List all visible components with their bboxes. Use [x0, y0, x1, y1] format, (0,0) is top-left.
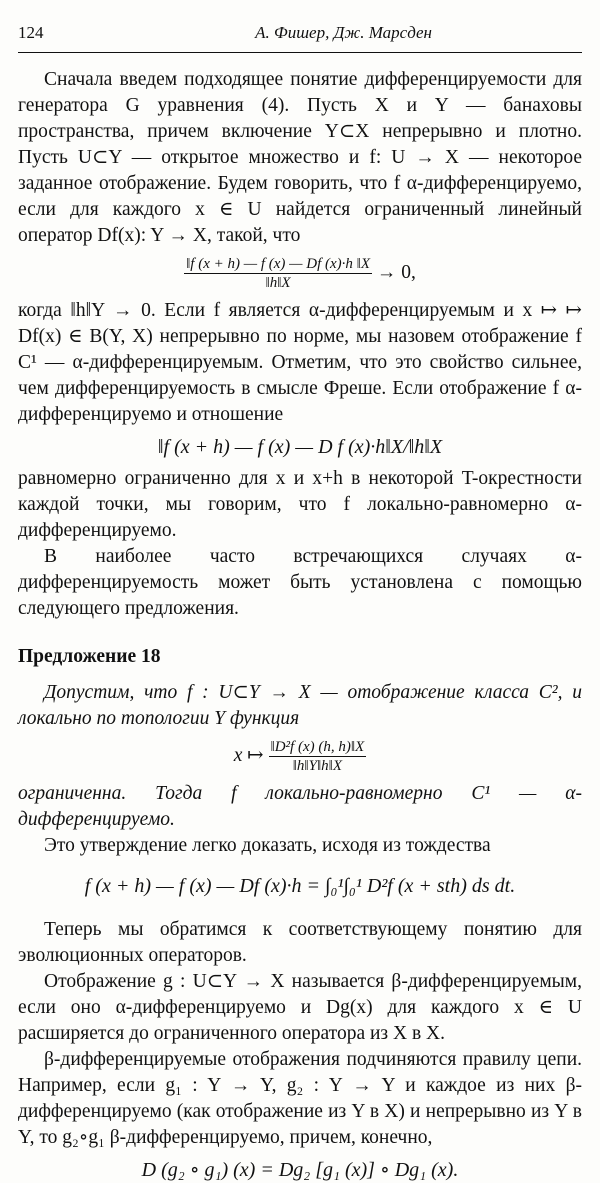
page-number: 124 — [18, 23, 44, 42]
formula-tail: → 0, — [376, 261, 416, 283]
proposition-text-2: ограниченна. Тогда f локально-равномерно C¹ — α-дифференцируемо. — [18, 783, 582, 830]
paragraph-1: Сначала введем подходящее понятие дифференцируемости для генератора G уравнения (4). Пусть X и Y — банаховы пространства, причем включение Y⊂X непрерывно и плотно. Пусть U⊂Y — открытое множество и f: U → X — некоторое заданное отображение. Будем говорить, что f α-дифференцируемо, если для каждого x ∈ U найдется ограниченный линейный оператор Df(x): Y → X, такой, что — [18, 69, 582, 246]
paragraph-7: β-дифференцируемые отображения подчиняются правилу цепи. Например, если g₁ : Y → Y, g₂ : Y → Y и каждое из них β-дифференцируемо (как отображение из Y в X) и непрерывно из Y в Y, то g₂∘g₁ β-дифференцируемо, причем, конечно, — [18, 1049, 582, 1148]
formula-prop-lhs: x ↦ — [233, 744, 264, 766]
paragraph-5: Теперь мы обратимся к соответствующему понятию для эволюционных операторов. — [18, 919, 582, 966]
formula-prop-numerator: ‖D²f (x) (h, h)‖X — [270, 739, 365, 755]
paragraph-2: когда ‖h‖Y → 0. Если f является α-дифференцируемым и x ↦ ↦ Df(x) ∈ B(Y, X) непрерывно по норме, мы назовем отображение f C¹ — α-дифференцируемым. Отметим, что это свойство сильнее, чем дифференцируемость в смысле Фреше. Если отображение f α-дифференцируемо и отношение — [18, 300, 582, 425]
paragraph-6: Отображение g : U⊂Y → X называется β-дифференцируемым, если оно α-дифференцируемо и Dg(x) для каждого x ∈ U расширяется до ограниченного оператора из X в X. — [18, 971, 582, 1044]
formula-fraction — [184, 255, 372, 292]
paragraph-4: В наиболее часто встречающихся случаях α-дифференцируемость может быть установлена с помощью следующего предложения. — [18, 546, 582, 619]
proposition-text-1: Допустим, что f : U⊂Y → X — отображение класса C², и локально по топологии Y функция — [18, 682, 582, 729]
paragraph-3: равномерно ограниченно для x и x+h в некоторой T-окрестности каждой точки, мы говорим, что f локально-равномерно α-дифференцируемо. — [18, 468, 582, 541]
formula-prop-fraction — [269, 738, 367, 775]
formula-denominator: ‖h‖X — [265, 275, 291, 291]
proposition-title: Предложение 18 — [18, 646, 161, 667]
formula-proposition — [18, 738, 582, 775]
formula-ratio: ‖f (x + h) — f (x) — D f (x)·h‖X/‖h‖X — [157, 436, 443, 458]
proposition-text-3: Это утверждение легко доказать, исходя из тождества — [44, 835, 491, 856]
formula-numerator: ‖f (x + h) — f (x) — Df (x)·h ‖X — [186, 256, 371, 272]
running-authors: А. Фишер, Дж. Марсден — [255, 23, 432, 42]
formula-chain-rule: D (g₂ ∘ g₁) (x) = Dg₂ [g₁ (x)] ∘ Dg₁ (x). — [141, 1159, 459, 1181]
running-header — [18, 14, 582, 53]
formula-alpha-limit — [18, 255, 582, 292]
formula-prop-denominator: ‖h‖Y‖h‖X — [292, 758, 343, 774]
formula-identity: f (x + h) — f (x) — Df (x)·h = ∫₀¹∫₀¹ D²f (x + sth) ds dt. — [84, 875, 516, 897]
